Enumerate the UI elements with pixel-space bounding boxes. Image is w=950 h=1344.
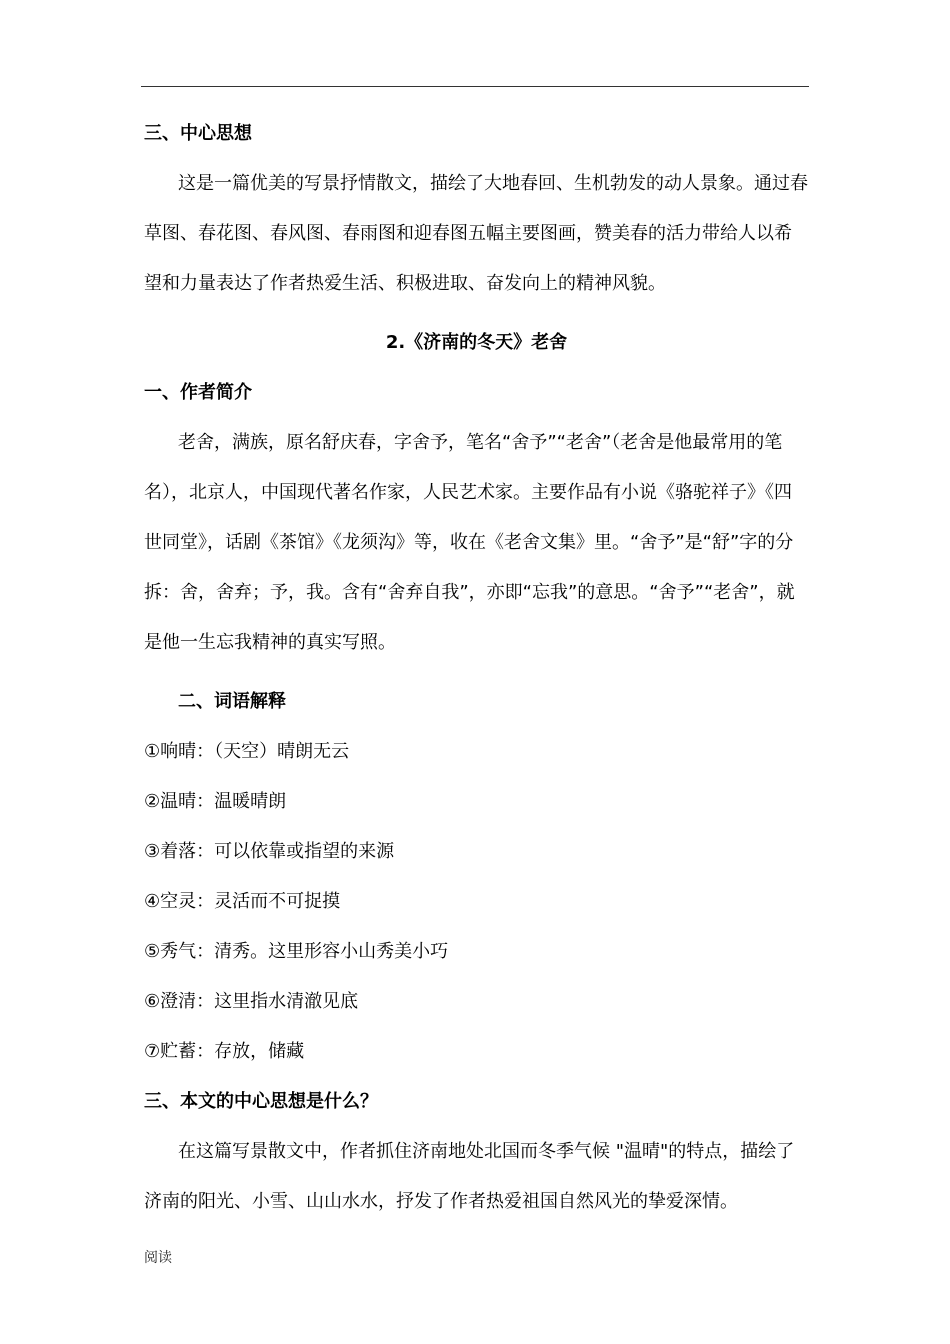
header-rule bbox=[141, 86, 809, 87]
glossary-item: ②温晴：温暖晴朗 bbox=[144, 791, 287, 812]
section-heading-author: 一、作者简介 bbox=[144, 382, 252, 403]
section-heading-central-idea: 三、中心思想 bbox=[144, 123, 252, 144]
glossary-item: ④空灵：灵活而不可捉摸 bbox=[144, 891, 341, 912]
paragraph-answer: 在这篇写景散文中，作者抓住济南地处北国而冬季气候 "温晴"的特点，描绘了济南的阳光、小雪、山山水水，抒发了作者热爱祖国自然风光的挚爱深情。 bbox=[144, 1141, 795, 1212]
glossary-item: ⑤秀气：清秀。这里形容小山秀美小巧 bbox=[144, 941, 449, 962]
glossary-item: ①响晴：（天空）晴朗无云 bbox=[144, 741, 350, 762]
section-heading-question: 三、本文的中心思想是什么？ bbox=[144, 1091, 378, 1112]
paragraph-central-idea: 这是一篇优美的写景抒情散文，描绘了大地春回、生机勃发的动人景象。通过春草图、春花图、春风图、春雨图和迎春图五幅主要图画，赞美春的活力带给人以希望和力量表达了作者热爱生活、积极进取、奋发向上的精神风貌。 bbox=[144, 173, 808, 294]
page-footer: 阅读 bbox=[144, 1250, 172, 1266]
document-body bbox=[144, 118, 809, 1245]
glossary-item: ③着落：可以依靠或指望的来源 bbox=[144, 841, 395, 862]
glossary-item: ⑦贮蓄：存放，储藏 bbox=[144, 1041, 305, 1062]
paragraph-author: 老舍，满族，原名舒庆春，字舍予，笔名“舍予”“老舍”（老舍是他最常用的笔名），北京人，中国现代著名作家，人民艺术家。主要作品有小说《骆驼祥子》《四世同堂》，话剧《茶馆》《龙须沟》等，收在《老舍文集》里。“舍予”是“舒”字的分拆：舍，舍弃；予，我。含有“舍弃自我”，亦即“忘我”的意思。“舍予”“老舍”，就是他一生忘我精神的真实写照。 bbox=[144, 432, 795, 653]
glossary-item: ⑥澄清：这里指水清澈见底 bbox=[144, 991, 359, 1012]
article-title: 2.《济南的冬天》老舍 bbox=[385, 332, 568, 353]
section-heading-glossary: 二、词语解释 bbox=[178, 691, 286, 712]
